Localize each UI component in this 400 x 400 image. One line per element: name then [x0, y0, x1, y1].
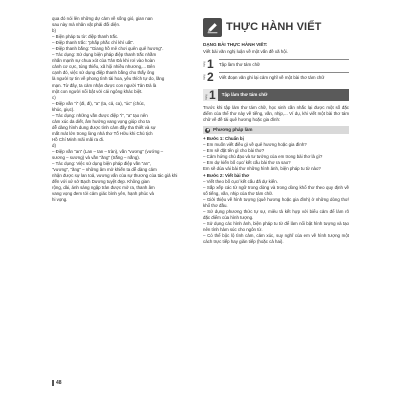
step-line: – Cảm hứng chủ đạo và tư tưởng của em trong bài thơ là gì?	[203, 154, 323, 160]
task-word: Dạng	[203, 61, 206, 67]
text-line: đến với xứ sở Bạch Dương tuyệt đẹp. Không gian	[52, 179, 150, 185]
text-line: – Điệp vần "an" (Lan – tan – tràn), vần "vương" (vướng –	[52, 149, 164, 155]
text-line: mất mát lớn trong lòng nhà thơ Tố Hữu khi Chủ tịch	[52, 130, 153, 136]
text-line: d)	[52, 142, 56, 148]
intro-paragraph: Trước khi tập làm thơ tám chữ, học sinh cần nhắc lại được một số đặc điểm của thể thơ này về tiếng, vần, nhịp,... Ví dụ, khi viết một bài thơ tám chữ về đề tài quê hương hoặc gia đình:	[203, 105, 349, 123]
page-footer	[52, 380, 62, 386]
task-word: Dạng	[203, 74, 206, 80]
step-line: – Viết theo bố cục/ kết cấu đã dự kiến.	[203, 178, 278, 184]
task-heading-banner	[203, 89, 349, 101]
text-line: sương – sương) và vần "ăng" (trắng – nắng).	[52, 155, 140, 161]
text-line: hi vọng.	[52, 197, 68, 203]
text-line: b)	[52, 28, 56, 34]
text-line: nhận được sự lan toả, vương vấn của sự thương của tác giả khi	[52, 173, 178, 179]
task-number: 1	[207, 57, 214, 72]
step-line: Em sẽ dùa vài bài thơ những hình ảnh, biện pháp tu từ nào?	[203, 166, 321, 172]
left-column	[52, 16, 192, 203]
step-line: + Bước 2: Viết bài thơ	[203, 172, 250, 178]
text-line: nhấn mạnh sự chua xót của Tản Đà khi rơi vào hoàn	[52, 58, 155, 64]
text-line: sau này mà nhân vật phải đối diện.	[52, 22, 121, 28]
task-text: Tập làm thơ tám chữ	[219, 59, 349, 68]
text-line: – Tác dụng: Sử dụng biện pháp điệp thanh trắc nhằm	[52, 52, 157, 58]
step-line: – Có thể bộc lộ tình cảm, cảm xúc, suy nghĩ của em về hình tượng một cách trực tiếp hay gián tiếp (hoặc cả hai).	[203, 232, 349, 245]
steps-list	[203, 136, 349, 245]
method-title: Phương pháp làm	[213, 127, 253, 133]
task-type-heading: DẠNG BÀI THỰC HÀNH VIẾT:	[203, 42, 268, 47]
text-line: – Tác dụng: những vần được điệp "i", "a" tạo nên	[52, 112, 148, 118]
text-line: mạn. Từ đây, ta cảm nhận được con người Tản Đà là	[52, 82, 157, 88]
task-list	[203, 58, 349, 83]
step-line: + Bước 1: Chuẩn bị	[203, 136, 244, 142]
step-line: – Sử dụng phương thức tự sự, miêu tả kết hợp với biểu cảm để làm rõ đặc điểm của hình tượng.	[203, 208, 349, 220]
text-line: rộng, dài, ánh sáng ngập tràn được mở ra, thanh âm	[52, 185, 155, 191]
text-line: qua đó nói lên những dự cảm về sống gió, gian nan	[52, 16, 153, 21]
text-line: Hồ Chí Minh mãi mãi ra đi.	[52, 136, 104, 142]
page-number-bar	[52, 380, 54, 386]
section-title: THỰC HÀNH VIẾT	[226, 20, 322, 33]
text-line: vang vọng đem tới cảm giác bình yên, hạnh phúc và	[52, 191, 154, 197]
text-line: khúc, giục).	[52, 106, 75, 112]
step-line: – Em sẽ đặt tên gì cho bài thơ?	[203, 148, 265, 154]
task-description: Viết bài văn nghị luận về một vấn đề xã hội.	[203, 49, 288, 55]
step-line: – Em muốn viết điều gì về quê hương hoặc gia đình?	[203, 142, 307, 148]
task-heading-title: Tập làm thơ tám chữ	[218, 89, 349, 101]
text-line: một con người nổi bật với cái ngông khác biệt.	[52, 88, 143, 94]
right-column	[203, 16, 349, 245]
text-line: – Điệp vần "i" (đi, đi), "a" (ta, cả, ca), "úc" (chúc,	[52, 100, 146, 106]
text-line: – Biện pháp tu từ: điệp thanh trắc.	[52, 34, 119, 40]
step-line: – Em dự kiến bố cục/ kết cấu bài thơ ra sao?	[203, 160, 291, 166]
step-line: – Sử dụng các hình ảnh, biện pháp tu từ để làm nổi bật hình tượng và tạo nên tính hàm súc cho ngôn từ.	[203, 220, 349, 232]
task-number: 2	[207, 70, 214, 85]
text-line: – Điệp thanh bằng: "Giang hồ mê chơi quên quê hương".	[52, 46, 164, 52]
text-line: là người tự tin về phong tình tài hoa, yêu thích tự do, lãng	[52, 76, 165, 82]
task-item	[203, 71, 349, 83]
text-line: cảnh cơ cực, túng thiếu, xã hội nhiều nhương,... Bên	[52, 64, 155, 70]
section-header	[203, 16, 349, 38]
text-line: c)	[52, 94, 56, 100]
page-number: 48	[56, 380, 62, 386]
task-text: Viết đoạn văn ghi lại cảm nghĩ về một bài thơ tám chữ	[219, 72, 349, 81]
step-line: – Sắp xếp các từ ngữ trong dòng và trong dòng khổ thơ theo quy định về số tiếng, vần, nhịp của thơ tám chữ.	[203, 184, 349, 196]
text-line: – Tác dụng: Việc sử dụng biện pháp điệp vần "an",	[52, 161, 151, 167]
lightbulb-icon	[205, 128, 210, 133]
text-line: cảm xúc da diết, âm hưởng vang vọng giúp cho ta	[52, 118, 150, 124]
text-line: "vương", "ăng" – những âm mở khiến ta dễ dàng cảm	[52, 167, 157, 173]
task-number: 1	[209, 88, 216, 103]
method-header	[203, 126, 349, 134]
text-line: dễ dàng hình dung được tình cảm đầy tha thiết và sự	[52, 124, 156, 130]
task-word: Dạng	[205, 94, 208, 101]
pencil-icon	[203, 18, 222, 37]
step-line: – Giới thiệu về hình tượng (quê hương hoặc gia đình) ở những dòng thơ/ khổ thơ đầu.	[203, 196, 349, 208]
text-line: – Điệp thanh trắc: "phấp phắc chí khí uất".	[52, 40, 135, 46]
text-line: cạnh đó, việc sử dụng điệp thanh bằng cho thấy ông	[52, 70, 155, 76]
task-item	[203, 58, 349, 70]
